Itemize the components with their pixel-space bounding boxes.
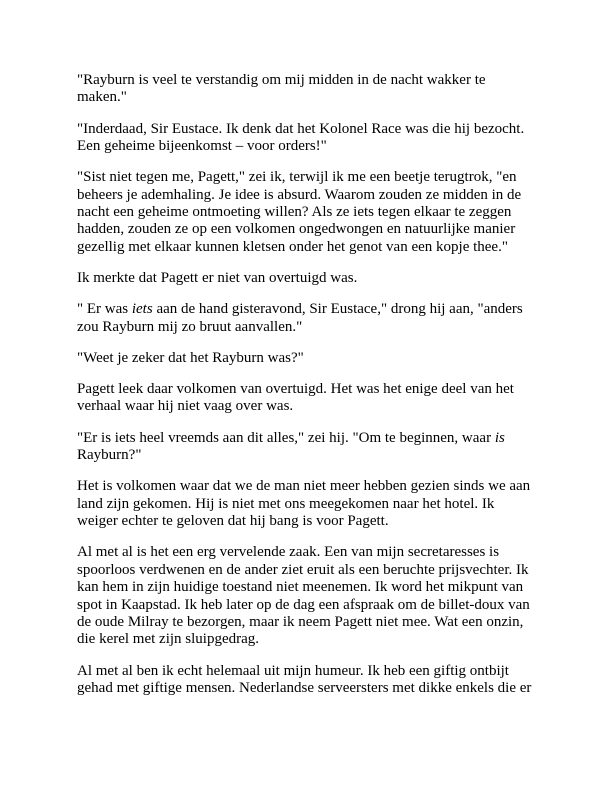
- paragraph-8-emphasis: is: [494, 429, 505, 446]
- paragraph-4: Ik merkte dat Pagett er niet van overtuigd was.: [77, 270, 358, 287]
- paragraph-2: "Inderdaad, Sir Eustace. Ik denk dat het Kolonel Race was die hij bezocht. Een geheime bijeenkomst – voor orders!": [77, 120, 525, 155]
- paragraph-5-emphasis: iets: [131, 301, 153, 318]
- paragraph-1: "Rayburn is veel te verstandig om mij midden in de nacht wakker te maken.": [77, 72, 486, 106]
- paragraph-9: Het is volkomen waar dat we de man niet meer hebben gezien sinds we aan land zijn gekomen. Hij is niet met ons meegekomen naar het hotel. Ik weiger echter te geloven dat hij bang is voor Pagett.: [77, 478, 531, 530]
- paragraph-5-text-before: " Er was: [77, 301, 132, 318]
- paragraph-11: Al met al ben ik echt helemaal uit mijn humeur. Ik heb een giftig ontbijt gehad met giftige mensen. Nederlandse serveersters met dikke enkels die er: [77, 662, 532, 696]
- paragraph-6: "Weet je zeker dat het Rayburn was?": [77, 349, 304, 366]
- paragraph-10: Al met al is het een erg vervelende zaak. Een van mijn secretaresses is spoorloos verdwenen en de ander ziet eruit als een beruchte prijsvechter. Ik kan hem in zijn huidige toestand niet meenemen. Ik word het mikpunt van spot in Kaapstad. Ik heb later op de dag een afspraak om de billet-doux van de oude Milray te bezorgen, maar ik neem Pagett niet mee. Wat een onzin, die kerel met zijn sluipgedrag.: [77, 544, 530, 648]
- paragraph-5-text-after: aan de hand gisteravond, Sir Eustace," drong hij aan, "anders zou Rayburn mij zo bruut aanvallen.": [77, 301, 523, 335]
- paragraph-8-text-before: "Er is iets heel vreemds aan dit alles," zei hij. "Om te beginnen, waar: [77, 429, 495, 446]
- paragraph-5: [77, 301, 537, 336]
- paragraph-7: Pagett leek daar volkomen van overtuigd. Het was het enige deel van het verhaal waar hij niet vaag over was.: [77, 381, 514, 415]
- paragraph-8-text-after: Rayburn?": [77, 447, 142, 464]
- paragraph-3: "Sist niet tegen me, Pagett," zei ik, terwijl ik me een beetje terugtrok, "en beheers je ademhaling. Je idee is absurd. Waarom zouden ze midden in de nacht een geheime ontmoeting willen? Als ze iets tegen elkaar te zeggen hadden, zouden ze op een volkomen ongedwongen en natuurlijke manier gezellig met elkaar kunnen kletsen onder het genot van een kopje thee.": [77, 169, 522, 255]
- document-page: [77, 72, 537, 711]
- paragraph-8: [77, 430, 537, 465]
